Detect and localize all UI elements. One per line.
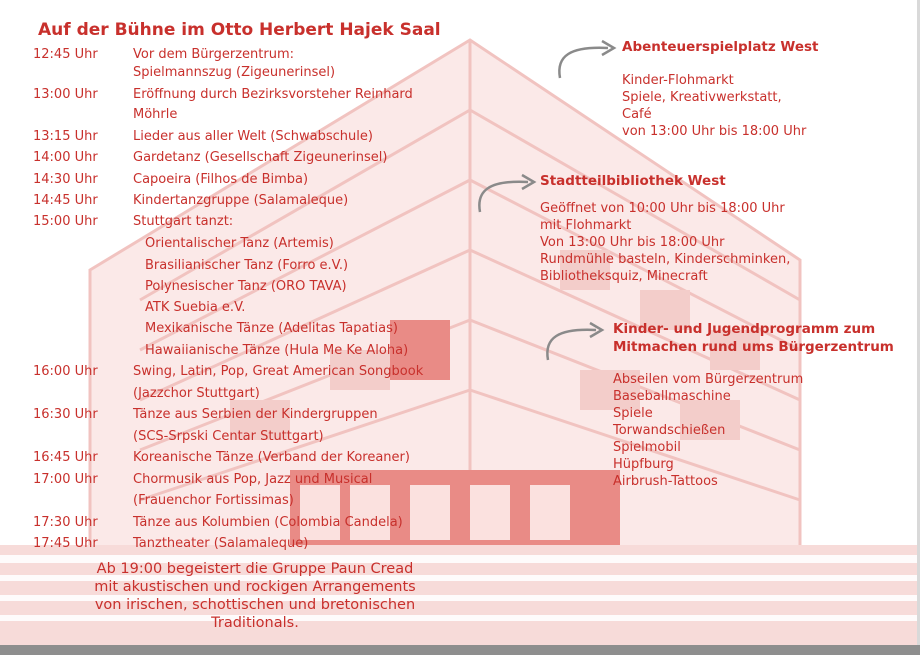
schedule-desc: (Jazzchor Stuttgart) — [133, 386, 260, 401]
schedule-time: 14:00 Uhr — [33, 150, 98, 165]
dance-group-item: Hawaiianische Tänze (Hula Me Ke Aloha) — [145, 343, 409, 358]
schedule-desc: Möhrle — [133, 107, 178, 122]
playground-line: von 13:00 Uhr bis 18:00 Uhr — [622, 124, 807, 139]
schedule-time: 15:00 Uhr — [33, 214, 98, 229]
playground-line: Kinder-Flohmarkt — [622, 73, 734, 88]
schedule-desc: Koreanische Tänze (Verband der Koreaner) — [133, 450, 410, 465]
dance-group-item: Brasilianischer Tanz (Forro e.V.) — [145, 258, 349, 273]
evening-line: Traditionals. — [211, 615, 299, 631]
kids-item: Abseilen vom Bürgerzentrum — [613, 372, 804, 387]
kids-item: Spiele — [613, 406, 653, 421]
schedule-time: 16:45 Uhr — [33, 450, 98, 465]
schedule-desc: Tanztheater (Salamaleque) — [133, 536, 309, 551]
playground-line: Café — [622, 107, 652, 122]
dance-group-item: Mexikanische Tänze (Adelitas Tapatias) — [145, 321, 398, 336]
bottom-border — [0, 645, 920, 655]
schedule-desc: Kindertanzgruppe (Salamaleque) — [133, 193, 349, 208]
schedule-desc: Tänze aus Serbien der Kindergruppen — [133, 407, 378, 422]
schedule-time: 13:15 Uhr — [33, 129, 98, 144]
library-line: mit Flohmarkt — [540, 218, 632, 233]
schedule-time: 17:30 Uhr — [33, 515, 98, 530]
schedule-desc: (Frauenchor Fortissimas) — [133, 493, 294, 508]
schedule-time: 16:30 Uhr — [33, 407, 98, 422]
schedule-time: 17:00 Uhr — [33, 472, 98, 487]
schedule-desc: (SCS-Srpski Centar Stuttgart) — [133, 429, 324, 444]
library-line: Bibliotheksquiz, Minecraft — [540, 269, 708, 284]
kids-item: Torwandschießen — [613, 423, 726, 438]
schedule-desc: Stuttgart tanzt: — [133, 214, 234, 229]
schedule-time: 13:00 Uhr — [33, 87, 98, 102]
schedule-desc: Swing, Latin, Pop, Great American Songbook — [133, 364, 424, 379]
evening-announcement — [30, 560, 480, 632]
kids-program-list — [613, 371, 803, 490]
schedule-desc: Spielmannszug (Zigeunerinsel) — [133, 65, 336, 80]
kids-title-line: Mitmachen rund ums Bürgerzentrum — [613, 339, 894, 355]
playground-line: Spiele, Kreativwerkstatt, — [622, 90, 782, 105]
schedule-desc: Eröffnung durch Bezirksvorsteher Reinhard — [133, 87, 413, 102]
curved-arrow-icon — [540, 318, 610, 364]
dance-group-item: Polynesischer Tanz (ORO TAVA) — [145, 279, 347, 294]
kids-item: Airbrush-Tattoos — [613, 474, 718, 489]
playground-details — [622, 72, 806, 140]
library-line: Rundmühle basteln, Kinderschminken, — [540, 252, 791, 267]
schedule-time: 14:45 Uhr — [33, 193, 98, 208]
schedule-desc: Tänze aus Kolumbien (Colombia Candela) — [133, 515, 403, 530]
schedule-time: 14:30 Uhr — [33, 172, 98, 187]
dance-group-item: Orientalischer Tanz (Artemis) — [145, 236, 334, 251]
dance-group-item: ATK Suebia e.V. — [145, 300, 246, 315]
schedule-desc: Vor dem Bürgerzentrum: — [133, 47, 295, 62]
stage-title: Auf der Bühne im Otto Herbert Hajek Saal — [38, 20, 441, 40]
library-line: Geöffnet von 10:00 Uhr bis 18:00 Uhr — [540, 201, 785, 216]
schedule-time: 12:45 Uhr — [33, 47, 98, 62]
schedule-desc: Gardetanz (Gesellschaft Zigeunerinsel) — [133, 150, 388, 165]
kids-item: Hüpfburg — [613, 457, 674, 472]
schedule-desc: Chormusik aus Pop, Jazz und Musical — [133, 472, 373, 487]
evening-line: mit akustischen und rockigen Arrangements — [94, 579, 416, 595]
schedule-time: 16:00 Uhr — [33, 364, 98, 379]
library-title: Stadtteilbibliothek West — [540, 173, 726, 189]
evening-line: von irischen, schottischen und bretonischen — [94, 597, 416, 613]
evening-line: Ab 19:00 begeistert die Gruppe Paun Cread — [96, 561, 414, 577]
library-line: Von 13:00 Uhr bis 18:00 Uhr — [540, 235, 725, 250]
kids-program-title — [613, 320, 894, 356]
kids-item: Baseballmaschine — [613, 389, 731, 404]
playground-title: Abenteuerspielplatz West — [622, 39, 819, 55]
library-details — [540, 200, 790, 285]
kids-item: Spielmobil — [613, 440, 681, 455]
kids-title-line: Kinder- und Jugendprogramm zum — [613, 321, 876, 337]
schedule-time: 17:45 Uhr — [33, 536, 98, 551]
schedule-desc: Lieder aus aller Welt (Schwabschule) — [133, 129, 373, 144]
schedule-desc: Capoeira (Filhos de Bimba) — [133, 172, 309, 187]
curved-arrow-icon — [472, 170, 542, 216]
curved-arrow-icon — [552, 36, 622, 82]
